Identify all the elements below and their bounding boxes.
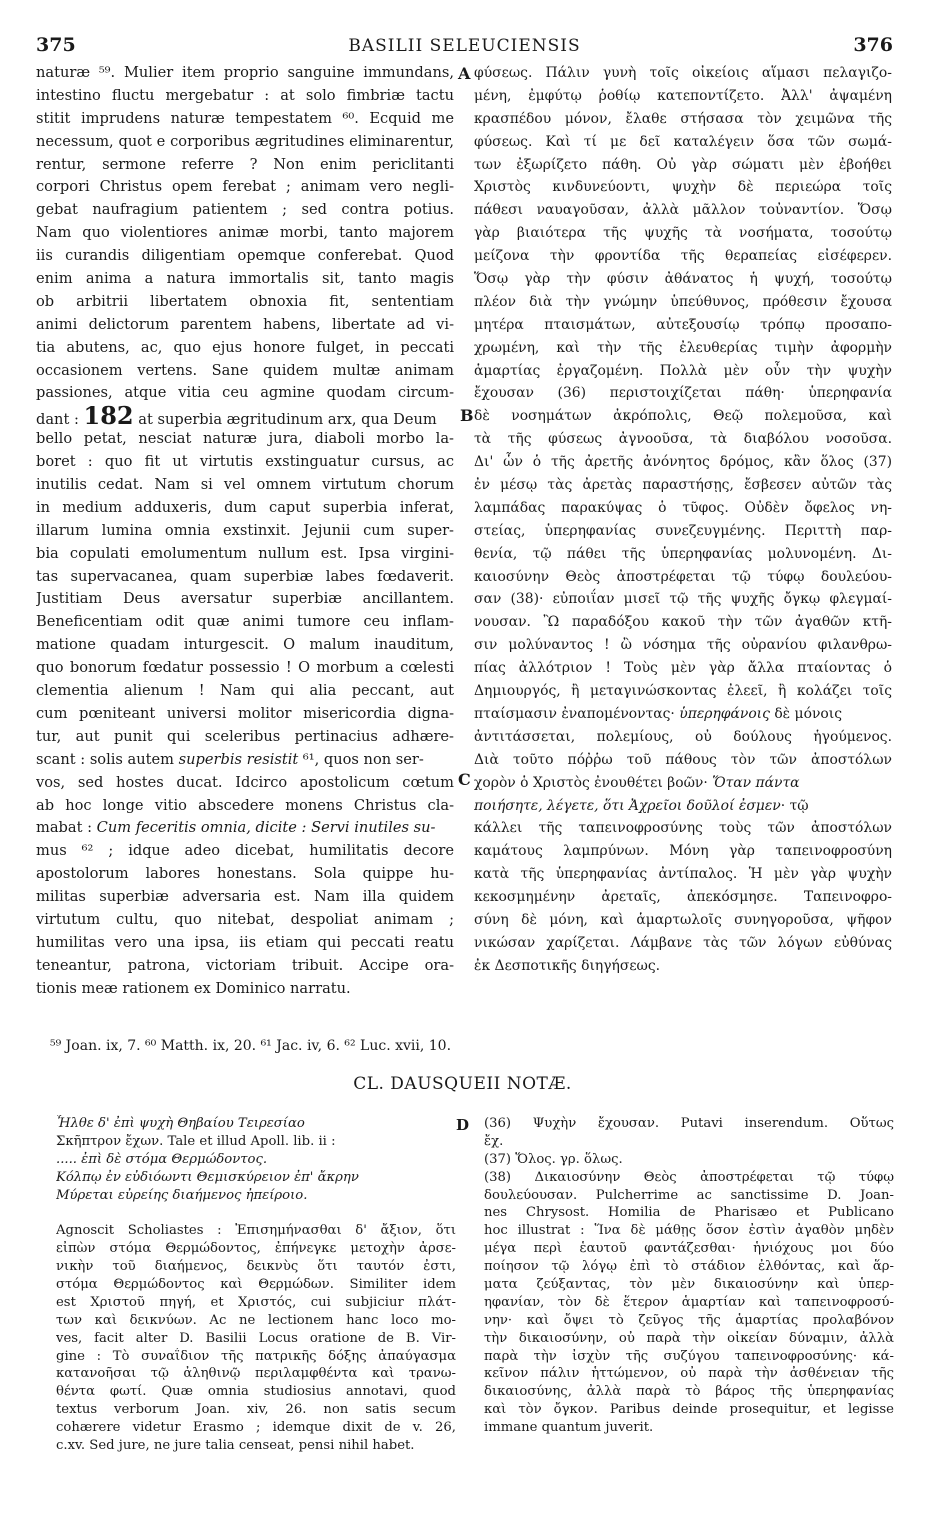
greek-line: ἐν μέσῳ τὰς ἀρετὰς παραστήσῃς, ἔσβεσεν αὐτῶν τὰς [474,477,892,494]
note-line: καὶ τὸν ὄγκον. Paribus deinde prosequitur, et legisse [484,1402,894,1418]
latin-line: bello petat, nesciat naturæ jura, diaboli morbo la- [36,430,454,448]
latin-line: gebat naufragium patientem ; sed contra potius. [36,201,454,219]
latin-line: matione quadam inturgescit. O malum inauditum, [36,636,454,654]
note-line: c.xv. Sed jure, ne jure talia censeat, pensi nihil habet. [56,1438,415,1454]
greek-line: κάλλει τῆς ταπεινοφροσύνης τοὺς τῶν ἀποστόλων [474,820,892,837]
greek-line: μητέρα πταισμάτων, αὐτεξουσίῳ τρόπῳ προσαπο- [474,316,892,333]
greek-line: κεκοσμημένην ἀρεταῖς, ἀπεκόσμησε. Ταπεινοφρο- [474,889,892,906]
note-line: στόμα Θερμώδοντος καὶ Θερμώδων. Similiter idem [56,1277,456,1293]
greek-line: πλέον διὰ τὴν γνώμην ὑπεύθυνος, πρόθεσιν ἔχουσα [474,293,892,310]
latin-line-end: at superbia ægritudinum arx, qua Deum [133,411,437,429]
note-line: παρὰ τὴν ἰσχὺν τῆς συζύγου ταπεινοφροσύνης· κά- [484,1348,894,1364]
greek-line: πίας ἀλλότριον ! Τοὺς μὲν γὰρ ἄλλα πταίοντας ὁ [474,660,892,677]
latin-line: humilitas vero una ipsa, iis etiam qui peccati reatu [36,933,454,951]
greek-line: φύσεως. Πάλιν γυνὴ τοῖς οἰκείοις αἵμασι πελαγιζο- [474,65,892,81]
latin-line-start: mabat : [36,819,97,837]
greek-line: των ἐξωρίζετο πάθη. Οὐ γὰρ σώματι μὲν ἐβοήθει [474,156,892,173]
latin-line: naturæ ⁵⁹. Mulier item proprio sanguine immundans, [36,64,454,81]
latin-line: illarum lumina omnia exstinxit. Jejunii cum super- [36,521,454,539]
latin-line: corpori Christus opem ferebat ; animam vero negli- [36,178,454,196]
margin-letter-a: A [458,64,471,83]
note-line: δικαιοσύνης, ἀλλὰ παρὰ τὸ βάρος τῆς ὑπερηφανίας [484,1384,894,1400]
notes-left-column [56,1115,456,1455]
note-line: ματα ζεύξαντας, τὸν μὲν δικαιοσύνην καὶ ὑπερ- [484,1277,894,1293]
note-line: (38) Δικαιοσύνην Θεὸς ἀποστρέφεται τῷ τύφῳ [484,1169,894,1185]
scripture-quote: ποιήσητε, λέγετε, ὅτι Ἀχρεῖοι δοῦλοί ἐσμεν [474,797,781,814]
latin-line-with-citation [36,749,454,772]
greek-line-start: χορὸν ὁ Χριστὸς ἐνουθέτει βοῶν· [474,774,713,791]
latin-line: tia abutens, ac, quo ejus honore fulget, in peccati [36,338,454,356]
running-title: BASILII SELEUCIENSIS [348,36,581,56]
note-line: gine : Τὸ συναΐδιον τῆς πατρικῆς δόξης ἀπαύγασμα [56,1348,456,1364]
latin-line-with-citation [36,817,454,840]
note-line: (36) Ψυχὴν ἔχουσαν. Putavi inserendum. Οὕτως [484,1116,894,1131]
latin-line: animi delictorum parentem habens, libertate ad vi- [36,315,454,333]
greek-line: λαμπάδας παρακύψας ὁ τῦφος. Οὐδὲν ὄφελος νη- [474,499,892,516]
note-line: hoc illustrat : Ἵνα δὲ μάθῃς ὅσον ἐστὶν ἀγαθὸν μηδὲν [484,1223,894,1239]
greek-line: σιν μολύναντος ! ὢ νόσημα τῆς οὐρανίου φιλανθρω- [474,637,892,654]
latin-column [36,62,454,1001]
scripture-quote: superbis resistit [178,750,299,768]
note-line: κατανοῆσαι τῷ ἀληθινῷ περιλαμφθέντα καὶ τρανω- [56,1366,456,1382]
scripture-quote: Cum feceritis omnia, dicite : Servi inutiles su- [96,819,436,837]
greek-line: μένη, ἐμφύτῳ ῥοθίῳ κατεποντίζετο. Ἀλλ' ἀψαμένη [474,87,892,104]
note-line: ..... ἐπὶ δὲ στόμα Θερμώδοντος. [56,1151,268,1167]
note-line: των καὶ δεικνύων. Ac ne lectionem hanc loco mo- [56,1312,456,1328]
latin-line-with-column-number [36,405,454,428]
greek-line-with-quote [474,795,892,818]
footnotes: ⁵⁹ Joan. ix, 7. ⁶⁰ Matth. ix, 20. ⁶¹ Jac. iv, 6. ⁶² Luc. xvii, 10. [50,1038,452,1054]
notes-right-column [484,1115,894,1437]
latin-line: vos, sed hostes ducat. Idcirco apostolicum cœtum [36,773,454,791]
greek-line: στείας, ὑπερηφανίας συνεζευγμένης. Περιττὴ παρ- [474,522,892,539]
greek-line: ἁμαρτίας ἐργαζομένη. Πολλὰ μὲν οὖν τὴν ψυχὴν [474,362,892,379]
greek-line: τὰ τῆς φύσεως ἀγνοοῦσα, τὰ διαβόλου νοσοῦσα. [474,431,892,448]
latin-line: teneantur, patrona, victoriam tribuit. Accipe ora- [36,956,454,974]
greek-line: καμάτους λαμπρύνων. Μόνη γὰρ ταπεινοφροσύνη [474,843,892,860]
note-line: Agnoscit Scholiastes : Ἐπισημήνασθαι δ' ἄξιον, ὅτι [56,1223,456,1239]
greek-line: σύνη δὲ μόνη, καὶ ἁμαρτωλοῖς συνηγοροῦσα, ψῆφον [474,911,892,928]
latin-line: tas supervacanea, quam superbiæ labes fœdaverit. [36,567,454,585]
latin-line: boret : quo fit ut virtutis exstinguatur cursus, ac [36,453,454,471]
latin-line: Justitiam Deus aversatur superbiæ ancillantem. [36,590,454,608]
greek-line-with-quote [474,703,892,726]
margin-letter-c: C [458,770,471,789]
latin-line: clementia alienum ! Nam qui alia peccant, aut [36,682,454,700]
greek-line: φύσεως. Καὶ τί με δεῖ καταλέγειν ὅσα τῶν σωμά- [474,133,892,150]
scripture-quote: Ὅταν πάντα [712,774,800,791]
note-line: Μύρεται εὐρείης διαήμενος ἠπείροιο. [56,1187,308,1203]
greek-line: πάθεσι ναυαγοῦσαν, ἀλλὰ μᾶλλον τοὐναντίον. Ὅσῳ [474,202,892,219]
latin-line: tur, aut punit qui sceleribus pertinacius adhære- [36,727,454,745]
note-line: ηφανίαν, τὸν δὲ ἕτερον ἁμαρτίαν καὶ ταπεινοφροσύ- [484,1294,894,1310]
latin-line-start: dant : [36,411,84,429]
note-line: θέντα φωτί. Quæ omnia studiosius annotavi, quod [56,1384,456,1400]
latin-line: militas superbiæ adversaria est. Nam illa quidem [36,888,454,906]
note-line: μέγα περὶ ἑαυτοῦ φαντάζεσθαι· ἡνιόχους μοι δύο [484,1241,894,1257]
scripture-quote: ὑπερηφάνοις [679,705,770,722]
notes-title: CL. DAUSQUEII NOTÆ. [353,1074,572,1094]
latin-line: virtutum cultu, quo nitebat, despoliat animam ; [36,910,454,928]
greek-line: γὰρ βιαιότερα τῆς ψυχῆς τὰ νοσήματα, τοσούτῳ [474,225,892,242]
note-line: Κόλπῳ ἐν εὐδιόωντι Θεμισκύρειον ἐπ' ἄκρην [56,1169,359,1185]
note-line: ves, facit alter D. Basilii Locus oratione de B. Vir- [56,1330,456,1346]
latin-line: occasionem vertens. Sane quidem multæ animam [36,361,454,379]
note-line: nes Chrysost. Homilia de Pharisæo et Publicano [484,1205,894,1221]
margin-letter-b: B [460,406,474,425]
latin-line: in medium adduxeris, dum caput superbia inferat, [36,498,454,516]
greek-line: θενία, τῷ πάθει τῆς ὑπερηφανίας μολυνομένη. Δι- [474,545,892,562]
greek-line: Δημιουργός, ἢ μεταγινώσκοντας ἐλεεῖ, ἢ κολάζει τοῖς [474,683,892,700]
greek-line: χρωμένη, καὶ τὴν τῆς ἐλευθερίας τιμὴν ἀφορμὴν [474,339,892,356]
latin-line: Nam quo violentiores animæ morbi, tanto majorem [36,224,454,242]
greek-line-end: δὲ μόνοις [769,705,842,722]
left-page-number: 375 [36,34,76,56]
greek-line: μείζονα τὴν φροντίδα τῆς θεραπείας εἰσέφερεν. [474,248,892,265]
latin-line: tionis meæ rationem ex Dominico narratu. [36,979,351,997]
right-page-number: 376 [853,34,893,56]
latin-line: rentur, sermone referre ? Non enim periclitanti [36,155,454,173]
greek-line: Χριστὸς κινδυνεύοντι, ψυχὴν δὲ περιεώρα τοῖς [474,179,892,196]
latin-line: passiones, atque vitia ceu agmine quodam circum- [36,384,454,402]
column-number: 182 [83,405,134,429]
note-line: Σκῆπτρον ἔχων. Tale et illud Apoll. lib. ii : [56,1133,336,1149]
latin-line: Beneficentiam odit quæ animi tumore ceu inflam- [36,613,454,631]
latin-line: mus ⁶² ; idque adeo dicebat, humilitatis decore [36,842,454,860]
latin-line: quo bonorum fœdatur possessio ! O morbum a cœlesti [36,659,454,677]
greek-line: ἐκ Δεσποτικῆς διηγήσεως. [474,957,661,974]
note-line: (37) Ὅλος. γρ. ὅλως. [484,1151,623,1167]
note-line: ἔχ. [484,1133,504,1149]
greek-line: κατὰ τῆς ὑπερηφανίας ἀντίπαλος. Ἡ μὲν γὰρ ψυχὴν [474,866,892,883]
note-line: νην· καὶ ὄψει τὸ ζεῦγος τῆς ἁμαρτίας προλαβόνον [484,1312,894,1328]
latin-line-start: scant : solis autem [36,750,179,768]
greek-line: νουσαν. Ὢ παραδόξου κακοῦ τὴν τῶν ἀγαθῶν κτῆ- [474,614,892,631]
greek-line-with-quote [474,772,892,795]
greek-line: Διὰ τοῦτο πόῤῥω τοῦ πάθους τὸν τῶν ἀποστόλων [474,751,892,768]
latin-line: necessum, quot e corporibus ægritudines eliminarentur, [36,132,454,150]
latin-line: enim anima a natura immortalis sit, tanto magis [36,270,454,288]
note-line [56,1204,456,1222]
latin-line: bia copulati emolumentum nullum est. Ipsa virgini- [36,544,454,562]
note-line: textus verborum Joan. xiv, 26. non satis secum [56,1402,456,1418]
note-line: τὴν δικαιοσύνην, οὐ παρὰ τὴν οἰκείαν δύναμιν, ἀλλὰ [484,1330,894,1346]
greek-line: Ὅσῳ γὰρ τὴν φύσιν ἀθάνατος ἡ ψυχή, τοσούτῳ [474,271,892,288]
note-line: cohærere videtur Erasmo ; idemque dixit de v. 26, [56,1420,456,1436]
greek-line: καιοσύνην Θεὸς ἀποστρέφεται τῷ τύφῳ δουλεύου- [474,568,892,585]
latin-line: ab hoc longe vitio abscedere monens Christus cla- [36,796,454,814]
greek-line-end: · τῷ [780,797,809,814]
greek-line: νικώσαν χαρίζεται. Λάμβανε τὰς τῶν λόγων εὐθύνας [474,934,892,951]
note-line: Ἦλθε δ' ἐπὶ ψυχὴ Θηβαίου Τειρεσίαο [56,1116,305,1131]
greek-line: δὲ νοσημάτων ἀκρόπολις, Θεῷ πολεμοῦσα, καὶ [474,408,892,425]
latin-line: intestino fluctu mergebatur : at solo fimbriæ tactu [36,86,454,104]
note-line: est Χριστοῦ πηγή, et Χριστός, cui subjiciur πλάτ- [56,1294,456,1310]
note-line: immane quantum juverit. [484,1420,654,1436]
latin-line: ob arbitrii libertatem obnoxia fit, sententiam [36,292,454,310]
latin-line: apostolorum labores honestans. Sola quippe hu- [36,865,454,883]
latin-line: iis curandis diligentiam opemque conferebat. Quod [36,247,454,265]
latin-line: cum pœniteant universi molitor misericordia digna- [36,704,454,722]
greek-line: ἔχουσαν (36) περιστοιχίζεται πάθη· ὑπερηφανία [474,385,892,402]
latin-line-end: ⁶¹, quos non ser- [298,750,424,768]
greek-line-start: πταίσμασιν ἐναπομένοντας· [474,705,680,722]
running-header [36,34,893,60]
greek-line: ἀντιτάσσεται, πολεμίους, οὐ δούλους ἡγούμενος. [474,728,892,745]
note-line: δουλεύουσαν. Pulcherrime ac sanctissime D. Joan- [484,1187,894,1203]
latin-line: inutilis cedat. Nam si vel omnem virtutum chorum [36,476,454,494]
greek-line: σαν (38)· εὐποιΐαν μισεῖ τῷ τῆς ψυχῆς ὄγκῳ φλεγμαί- [474,591,892,608]
note-line: κεῖνον πάλιν ἡττώμενον, οὐ παρὰ τὴν ἀσθένειαν τῆς [484,1366,894,1382]
note-line: νικὴν τοῦ διαήμενος, δεικνὺς ὅτι ταυτόν ἐστι, [56,1259,456,1275]
margin-letter-d: D [456,1116,470,1134]
note-line: εἰπὼν στόμα Θερμώδοντος, ἐπήνεγκε μετοχὴν ἀρσε- [56,1241,456,1257]
note-line: ποίησον τῷ λόγῳ ἐπὶ τὸ στάδιον ἐλθόντας, καὶ ἅρ- [484,1259,894,1275]
greek-column [474,62,892,978]
greek-line: κρασπέδου μόνον, ἔλαθε στήσασα τὸν χειμῶνα τῆς [474,110,892,127]
greek-line: Δι' ὧν ὁ τῆς ἀρετῆς ἀνόνητος δρόμος, κἂν ὅλος (37) [474,454,892,471]
latin-line: stitit imprudens naturæ tempestatem ⁶⁰. Ecquid me [36,109,454,127]
